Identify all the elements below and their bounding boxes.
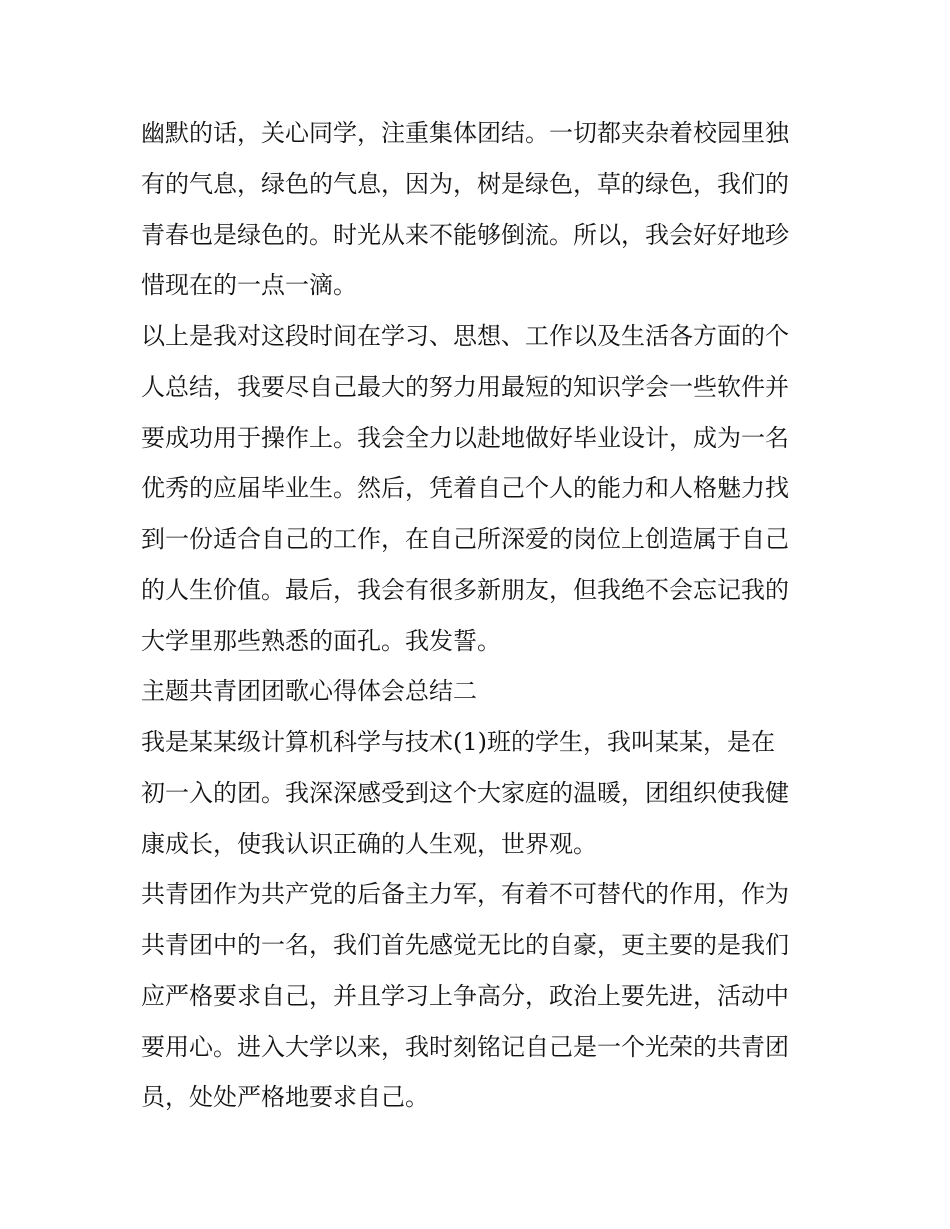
text-line: 优秀的应届毕业生。然后，凭着自己个人的能力和人格魅力找 xyxy=(141,474,789,503)
text-line: 初一入的团。我深深感受到这个大家庭的温暖，团组织使我健 xyxy=(141,778,789,807)
text-line: 要用心。进入大学以来，我时刻铭记自己是一个光荣的共青团 xyxy=(141,1032,789,1061)
text-line: 大学里那些熟悉的面孔。我发誓。 xyxy=(141,626,501,655)
text-line: 要成功用于操作上。我会全力以赴地做好毕业设计，成为一名 xyxy=(141,423,789,452)
text-line: 的人生价值。最后，我会有很多新朋友，但我绝不会忘记我的 xyxy=(141,575,789,604)
text-line: 共青团作为共产党的后备主力军，有着不可替代的作用，作为 xyxy=(141,880,789,909)
text-line: 康成长，使我认识正确的人生观，世界观。 xyxy=(141,829,597,858)
text-line: 有的气息，绿色的气息，因为，树是绿色，草的绿色，我们的 xyxy=(141,169,789,198)
text-line: 幽默的话，关心同学，注重集体团结。一切都夹杂着校园里独 xyxy=(141,119,789,147)
text-line: 惜现在的一点一滴。 xyxy=(141,271,357,300)
text-line: 以上是我对这段时间在学习、思想、工作以及生活各方面的个 xyxy=(141,322,789,350)
text-line: 员，处处严格地要求自己。 xyxy=(141,1083,429,1112)
text-line: 共青团中的一名，我们首先感觉无比的自豪，更主要的是我们 xyxy=(141,931,789,959)
text-line: 到一份适合自己的工作，在自己所深爱的岗位上创造属于自己 xyxy=(141,525,789,553)
text-line: 应严格要求自己，并且学习上争高分，政治上要先进，活动中 xyxy=(141,981,789,1010)
text-line: 我是某某级计算机科学与技术(1)班的学生，我叫某某，是在 xyxy=(141,728,775,756)
section-heading: 主题共青团团歌心得体会总结二 xyxy=(141,677,477,706)
document-body xyxy=(141,108,821,1123)
text-line: 青春也是绿色的。时光从来不能够倒流。所以，我会好好地珍 xyxy=(141,220,789,249)
text-line: 人总结，我要尽自己最大的努力用最短的知识学会一些软件并 xyxy=(141,372,789,401)
